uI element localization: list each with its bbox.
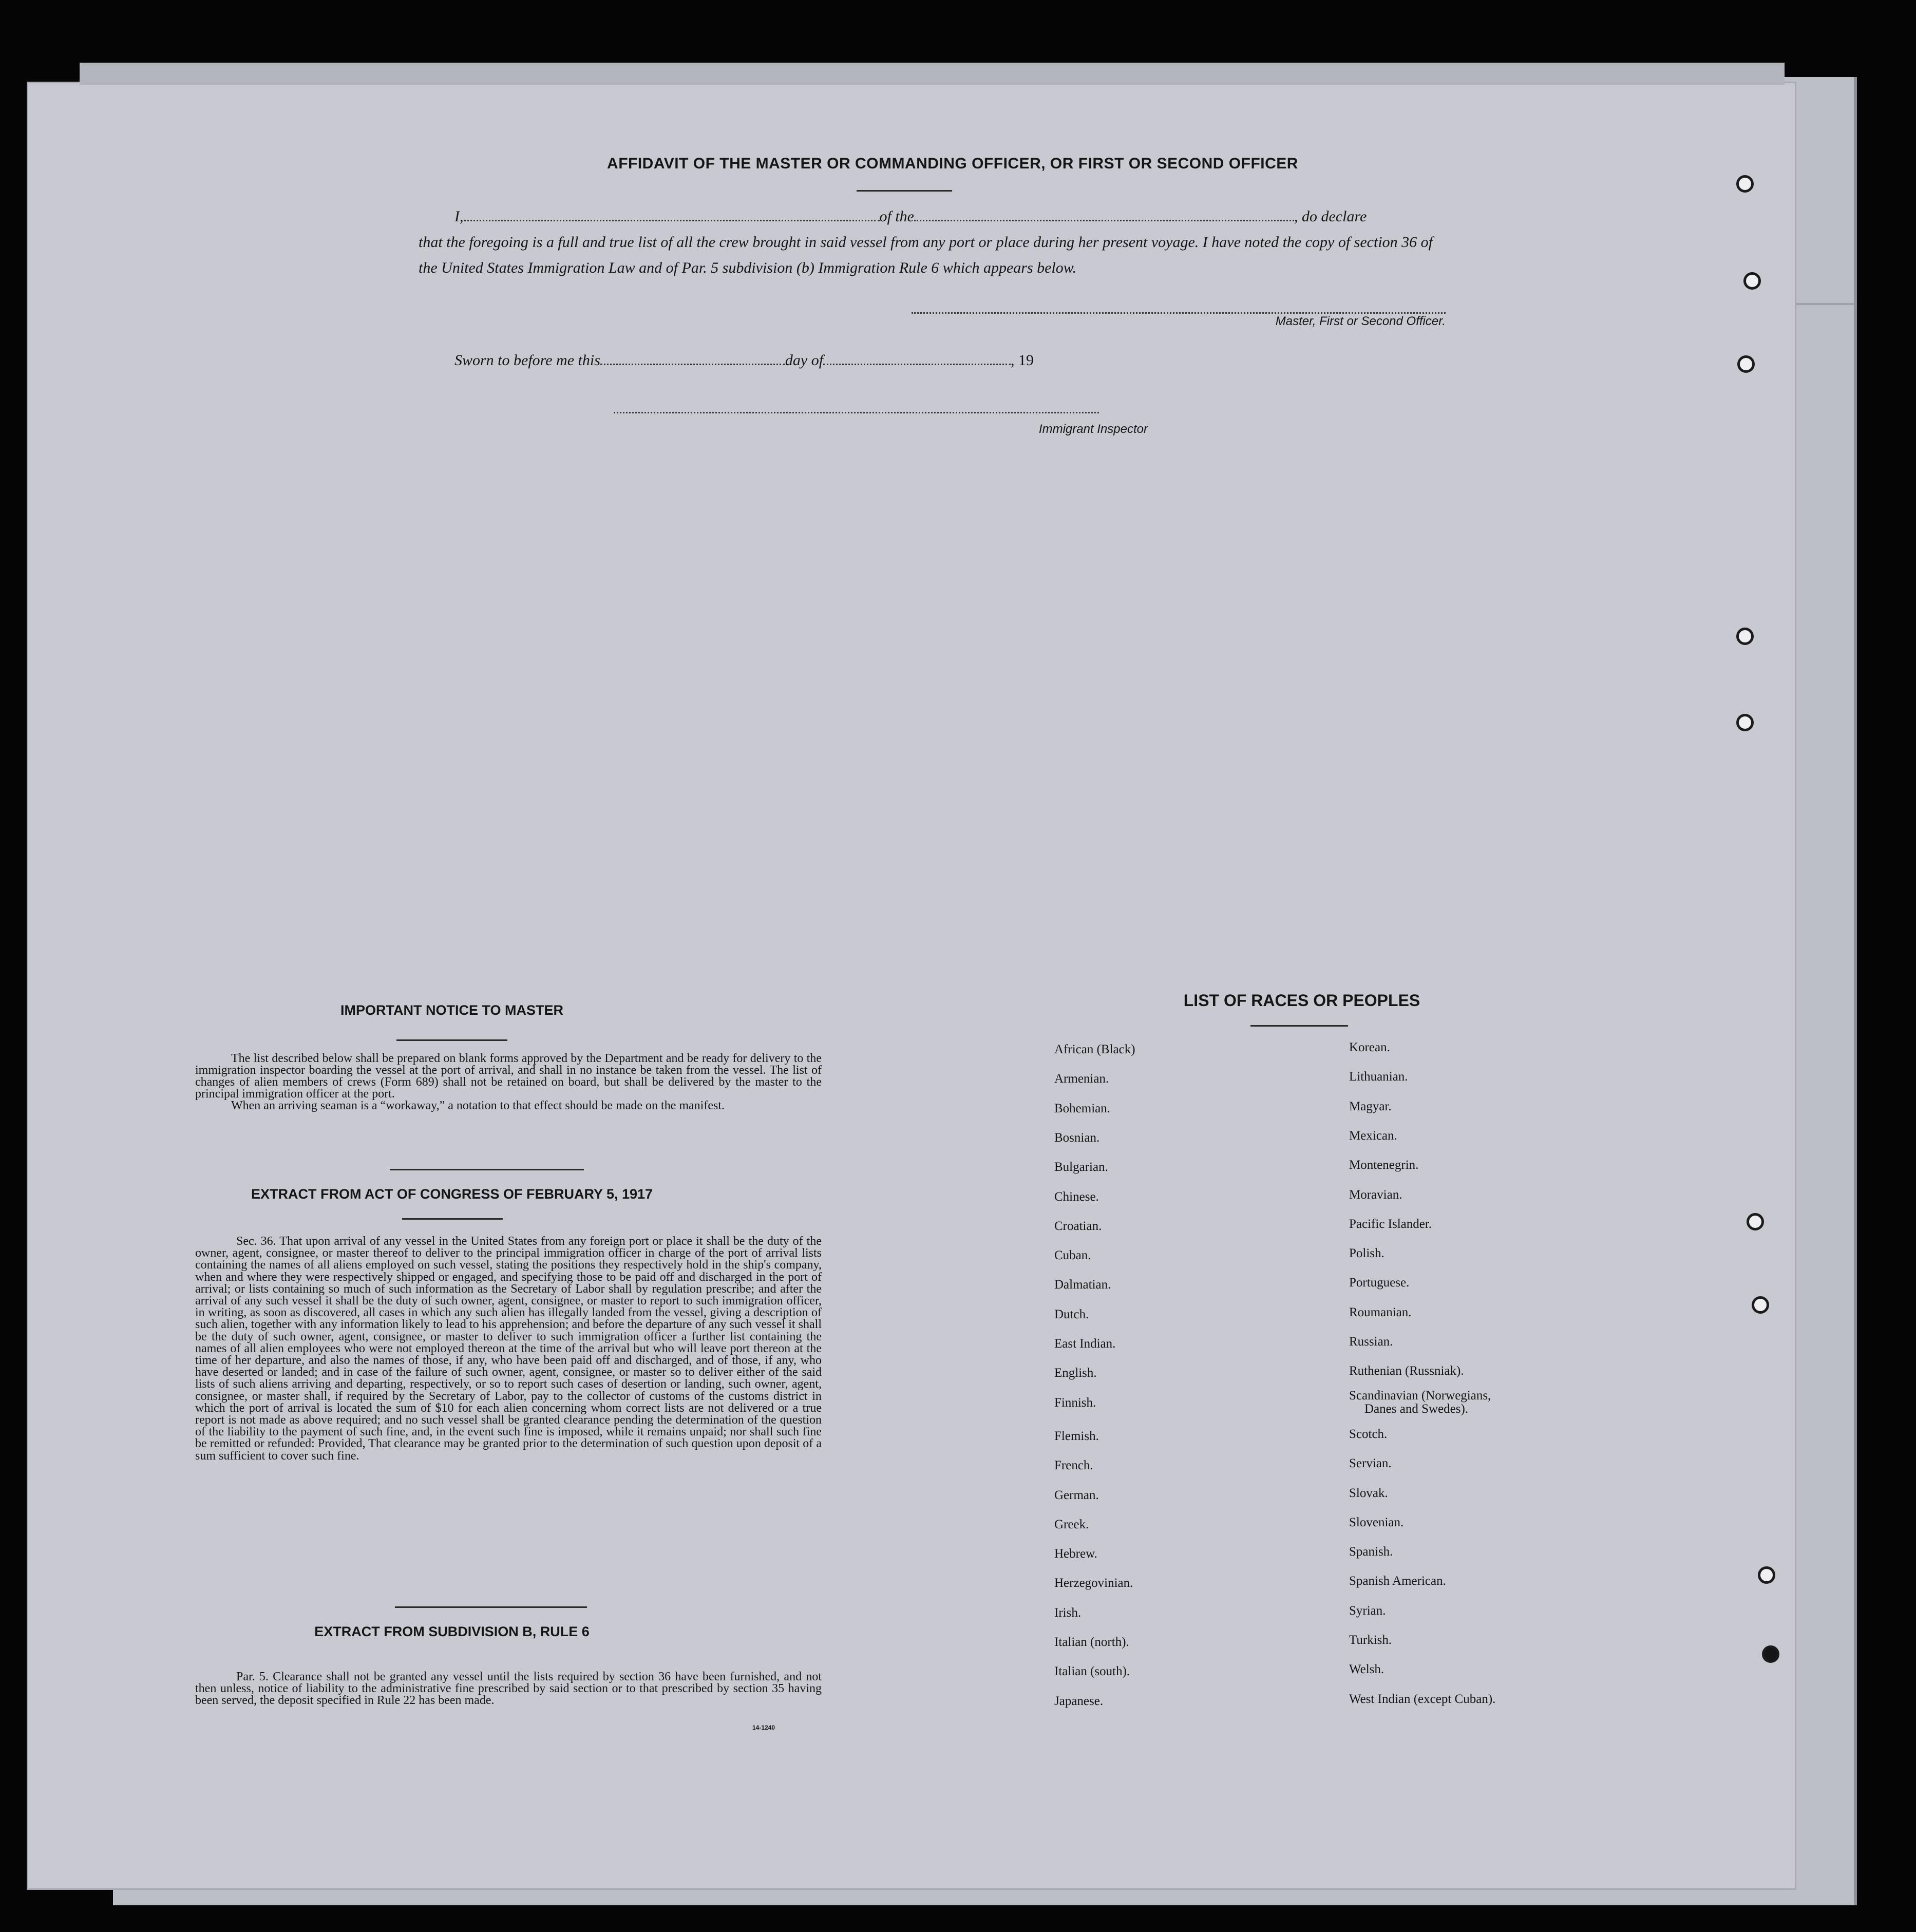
race-item: Slovak. [1349,1486,1388,1500]
binder-hole [1737,355,1755,373]
races-title: LIST OF RACES OR PEOPLES [1183,991,1420,1010]
race-item: Scandinavian (Norwegians, [1349,1388,1491,1403]
race-item: Polish. [1349,1246,1384,1261]
notice-title: IMPORTANT NOTICE TO MASTER [340,1002,563,1018]
sworn-prefix: Sworn to before me this [454,352,600,369]
race-item: Slovenian. [1349,1515,1404,1529]
race-item: Croatian. [1054,1219,1102,1233]
race-item: Herzegovinian. [1054,1576,1133,1590]
extract-act-body: Sec. 36. That upon arrival of any vessel in the United States from any foreign port or place it shall be the duty of the owner, agent, consignee, or master thereof to deliver to the principal immigration officer in charge of the port of arrival lists containing the names of all aliens employed on such vessel, stating the positions they respectively hold in the ship's company, when and where they were respectively shipped or engaged, and specifying those to be paid off and discharged in the port of arrival; or lists containing so much of such information as the Secretary of Labor shall by regulation prescribe; and after the arrival of any such vessel it shall be the duty of such owner, agent, consignee, or master to report to such immigration officer, in writing, as soon as discovered, all cases in which any such alien has illegally landed from the vessel, giving a description of such alien, together with any information likely to lead to his apprehension; and before the departure of any such vessel it shall be the duty of such owner, agent, consignee, or master to deliver to such immigration officer a further list containing the names of all alien employees who were not employed thereon at the time of the arrival but who will leave port thereon at the time of her departure, and also the names of those, if any, who have been paid off and discharged, and of those, if any, who have deserted or landed; and in case of the failure of such owner, agent, consignee, or master so to deliver either of the said lists of such aliens arriving and departing, respectively, or so to report such cases of desertion or landing, such owner, agent, consignee, or master shall, if required by the Secretary of Labor, pay to the collector of customs of the customs district in which the port of arrival is located the sum of $10 for each alien concerning whom correct lists are not delivered or a true report is not made as above required; and no such vessel shall be granted clearance pending the determination of the question of the liability to the payment of such fine, and, in the event such fine is imposed, while it remains unpaid; nor shall such fine be remitted or refunded: Provided, That clearance may be granted prior to the determination of such question upon deposit of a sum sufficient to cover such fine. [195,1235,822,1463]
vessel-blank [914,207,1294,221]
notice-paragraph-1: The list described below shall be prepared on blank forms approved by the Department and be ready for delivery to the immigration inspector boarding the vessel at the port of arrival, and shall in no instance be taken from the vessel. The list of changes of alien members of crews (Form 689) shall not be retained on board, but shall be delivered by the master to the principal immigration officer at the port. [195,1052,822,1101]
race-item: Japanese. [1054,1694,1104,1708]
race-item: Chinese. [1054,1189,1099,1204]
race-item: Italian (north). [1054,1635,1129,1649]
notice-underline [396,1039,507,1041]
race-item: Dutch. [1054,1307,1089,1321]
notice-body [195,1053,822,1112]
name-blank [464,207,880,221]
races-underline [1250,1025,1348,1027]
affidavit-paragraph: that the foregoing is a full and true list of all the crew brought in said vessel from any port or place during her present voyage. I have noted the copy of section 36 of the United States Immigration Law and of Par. 5 subdivision (b) Immigration Rule 6 which appears below. [419,234,1433,276]
race-item: English. [1054,1366,1097,1380]
race-item: Flemish. [1054,1429,1099,1443]
extract-act-title: EXTRACT FROM ACT OF CONGRESS OF FEBRUARY 5, 1917 [251,1186,653,1202]
race-item: Spanish. [1349,1545,1393,1559]
race-item: Cuban. [1054,1248,1091,1263]
race-item: French. [1054,1459,1093,1473]
race-item: Finnish. [1054,1395,1096,1410]
extract-act-underline [402,1218,503,1220]
race-item: Ruthenian (Russniak). [1349,1364,1464,1378]
race-item: Portuguese. [1349,1276,1410,1290]
binder-hole [1736,175,1754,193]
race-item: Bosnian. [1054,1130,1100,1145]
binder-hole [1752,1296,1769,1314]
signature-line [912,312,1446,314]
race-item: African (Black) [1054,1043,1135,1056]
binder-hole [1743,272,1761,290]
month-blank [823,351,1011,365]
race-item: Roumanian. [1349,1305,1412,1319]
race-item: Magyar. [1349,1099,1392,1113]
race-item: Welsh. [1349,1662,1384,1677]
affidavit-declaration-line [454,207,1367,225]
race-item: Greek. [1054,1517,1089,1531]
binder-hole [1762,1645,1779,1663]
binder-hole [1747,1213,1764,1230]
page-top-edge [80,63,1785,85]
inspector-caption: Immigrant Inspector [1038,422,1148,436]
sworn-year: , 19 [1011,352,1034,369]
race-item: Turkish. [1349,1633,1392,1647]
race-item: Spanish American. [1349,1574,1446,1588]
race-item: Mexican. [1349,1128,1397,1143]
form-number: 14-1240 [752,1724,775,1731]
race-item: Korean. [1349,1040,1390,1054]
declaration-do-declare: , do declare [1294,208,1367,225]
race-item: Russian. [1349,1335,1393,1349]
race-item: Bohemian. [1054,1101,1111,1115]
race-item: Montenegrin. [1349,1158,1419,1172]
race-item: Dalmatian. [1054,1278,1111,1292]
extract-rule-body: Par. 5. Clearance shall not be granted any vessel until the lists required by section 36 have been furnished, and not then unless, notice of liability to the administrative fine prescribed by said section or to that prescribed by section 35 having been served, the deposit specified in Rule 22 has been made. [195,1670,822,1707]
race-item: East Indian. [1054,1337,1116,1351]
section-divider [395,1606,587,1608]
race-item: Syrian. [1349,1603,1386,1618]
section-divider [390,1169,584,1170]
race-item: Irish. [1054,1605,1082,1620]
race-item: Servian. [1349,1456,1392,1471]
race-item-continuation: Danes and Swedes). [1364,1401,1469,1416]
extract-rule-title: EXTRACT FROM SUBDIVISION B, RULE 6 [314,1624,590,1639]
race-item: German. [1054,1488,1099,1502]
race-item: Lithuanian. [1349,1070,1408,1084]
race-item: Moravian. [1349,1187,1402,1202]
race-item: Scotch. [1349,1427,1388,1441]
document-page [28,83,1795,1888]
binder-hole [1736,714,1754,731]
race-item: Armenian. [1054,1072,1109,1086]
day-blank [600,351,785,365]
race-item: Bulgarian. [1054,1160,1108,1175]
signature-caption: Master, First or Second Officer. [1275,314,1446,328]
binder-hole [1736,628,1754,645]
binder-hole [1758,1566,1775,1584]
declaration-of-the: of the [879,208,914,225]
race-item: West Indian (except Cuban). [1349,1692,1496,1706]
notice-paragraph-2: When an arriving seaman is a “workaway,” a notation to that effect should be made on the manifest. [231,1099,725,1112]
sworn-line [454,351,1034,369]
title-underline [857,190,952,192]
affidavit-title: AFFIDAVIT OF THE MASTER OR COMMANDING OFFICER, OR FIRST OR SECOND OFFICER [607,155,1298,172]
race-item: Pacific Islander. [1349,1217,1432,1231]
declaration-i: I, [454,208,464,225]
race-item: Hebrew. [1054,1547,1097,1561]
race-item: Italian (south). [1054,1664,1130,1679]
inspector-signature-line [614,412,1099,413]
sworn-day-of: day of [785,352,824,369]
